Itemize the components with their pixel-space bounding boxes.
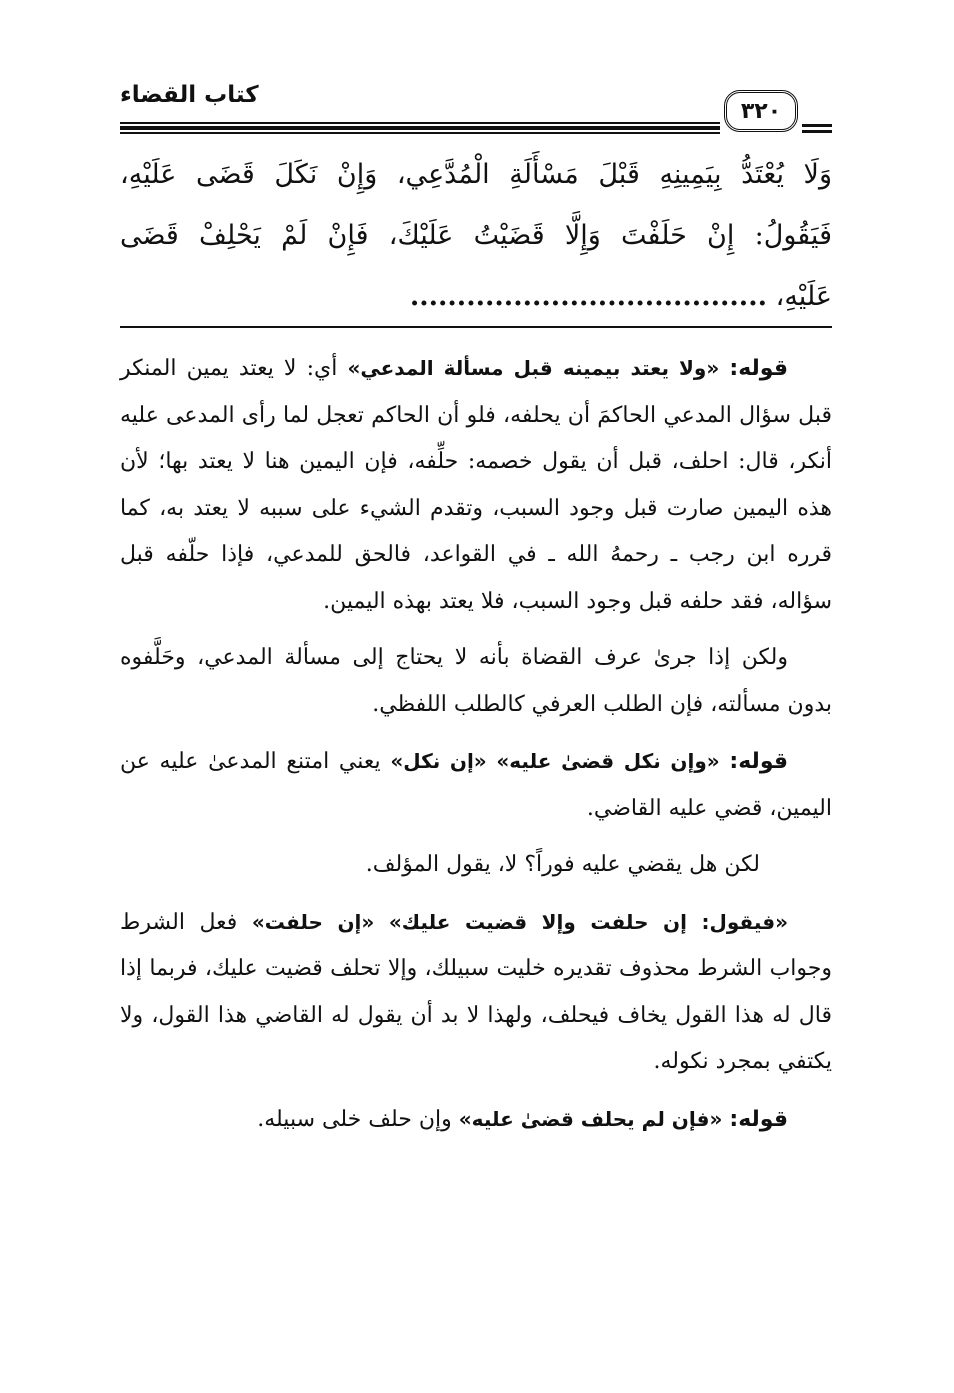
paragraph-text: أي: لا يعتد يمين المنكر قبل سؤال المدعي الحاكمَ أن يحلفه، فلو أن الحاكم تعجل لما رأى المدعى عليه أنكر، قال: احلف، قبل أن يقول خصمه: حلِّفه، فإن اليمين هنا لا يعتد بها؛ لأن هذه اليمين صارت قبل وجود السبب، وتقدم الشيء على سببه لا يعتد به، كما قرره ابن رجب ـ رحمهُ الله ـ في القواعد، فالحق للمدعي، فإذا حلّفه قبل سؤاله، فقد حلفه قبل وجود السبب، فلا يعتد بهذه اليمين.: [120, 356, 832, 614]
commentary-paragraph: [120, 345, 832, 625]
page-number: ٣٢٠: [724, 90, 798, 132]
qawluhu-label: قوله:: [729, 1106, 788, 1132]
commentary-paragraph: [120, 842, 832, 889]
matn-line: [120, 266, 832, 327]
quoted-matn: «ولا يعتد بيمينه قبل مسألة المدعي»: [347, 356, 720, 380]
paragraph-text: فعل الشرط وجواب الشرط محذوف تقديره خليت سبيلك، وإلا تحلف قضيت عليك، فربما إذا قال له هذا القول يخاف فيحلف، ولهذا لا بد أن يقول له القاضي هذا القول، ولا يكتفي بمجرد نكوله.: [120, 909, 832, 1074]
quoted-matn: «وإن نكل قضىٰ عليه» «إن نكل»: [390, 749, 720, 773]
qawluhu-label: قوله:: [729, 749, 789, 774]
page-header: [120, 78, 832, 138]
header-rule: [120, 122, 720, 134]
paragraph-text: لكن هل يقضي عليه فوراً؟ لا، يقول المؤلف.: [365, 852, 760, 877]
commentary-paragraph: [120, 899, 832, 1086]
header-rule-short: [802, 122, 832, 134]
running-title: كتاب القضاء: [120, 82, 259, 108]
matn-line: وَلَا يُعْتَدُّ بِيَمِينِهِ قَبْلَ مَسْأَلَةِ الْمُدَّعِي، وَإِنْ نَكَلَ قَضَى عَلَيْهِ،: [120, 159, 832, 190]
matn-line-text: عَلَيْهِ،: [775, 281, 832, 312]
commentary-paragraph: [120, 1096, 832, 1144]
quoted-matn: «فإن لم يحلف قضىٰ عليه»: [458, 1106, 723, 1131]
paragraph-text: ولكن إذا جرىٰ عرف القضاة بأنه لا يحتاج إلى مسألة المدعي، وحَلَّفوه بدون مسألته، فإن الطلب العرفي كالطلب اللفظي.: [120, 645, 832, 717]
commentary-paragraph: [120, 635, 832, 728]
commentary-paragraph: [120, 738, 832, 832]
commentary: [120, 345, 832, 1143]
matn-text: [120, 144, 832, 327]
matn-line: فَيَقُولُ: إِنْ حَلَفْتَ وَإِلَّا قَضَيْتُ عَلَيْكَ، فَإِنْ لَمْ يَحْلِفْ قَضَى: [120, 220, 832, 251]
ellipsis-dots: ......................................: [409, 281, 768, 312]
paragraph-text: يعني امتنع المدعىٰ عليه عن اليمين، قضي عليه القاضي.: [120, 749, 832, 821]
section-divider: [120, 326, 832, 328]
qawluhu-label: قوله:: [729, 356, 788, 381]
paragraph-text: وإن حلف خلى سبيله.: [257, 1106, 459, 1132]
quoted-matn: «فيقول: إن حلفت وإلا قضيت عليك» «إن حلفت»: [251, 909, 788, 934]
